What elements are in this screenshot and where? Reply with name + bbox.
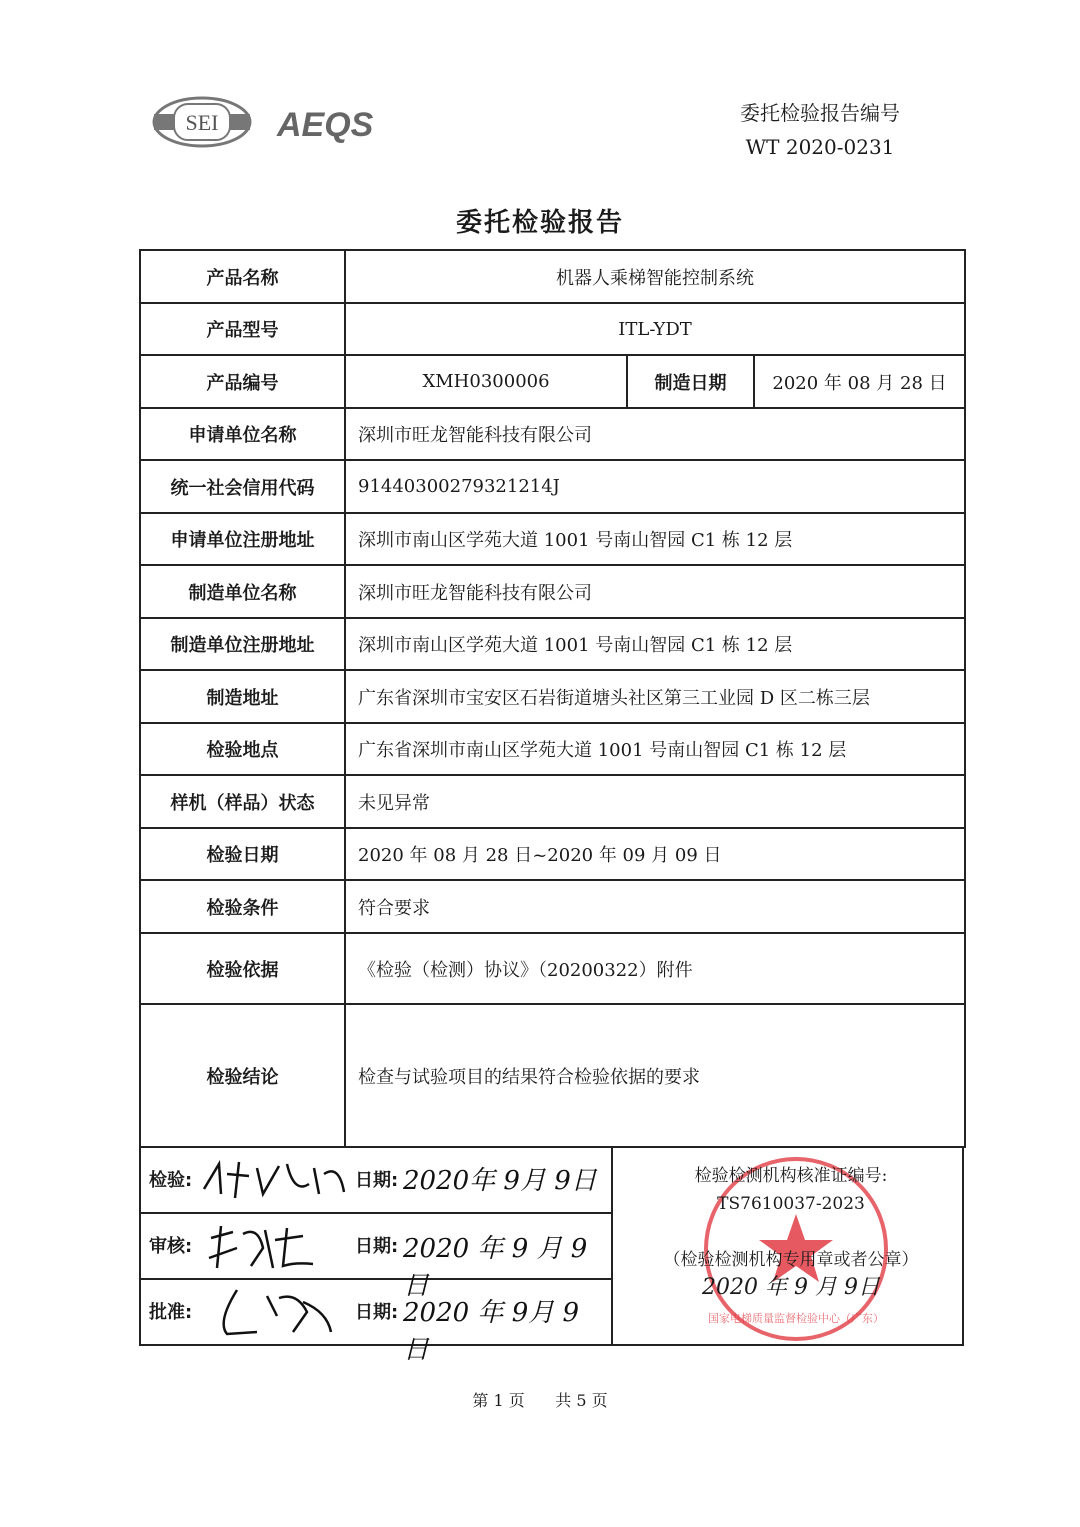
row-label: 制造单位名称 [140,565,345,618]
row-label: 检验日期 [140,828,345,880]
stamp-text: 国家电梯质量监督检验中心（广东） [708,1312,884,1325]
approval-line1: 检验检测机构核准证编号: [694,1166,888,1186]
row-label: 产品型号 [140,303,345,355]
aeqs-logo [276,106,374,144]
table-row [140,723,965,775]
table-row [140,775,965,828]
row-value: 符合要求 [345,880,965,933]
row-label: 检验结论 [140,1004,345,1147]
table-row [140,355,965,408]
row-value: 机器人乘梯智能控制系统 [345,250,965,303]
review-label: 审核: [149,1236,193,1257]
table-row [140,460,965,513]
row-label: 检验依据 [140,933,345,1004]
table-row [140,933,965,1004]
row-value: 深圳市南山区学苑大道 1001 号南山智园 C1 栋 12 层 [345,513,965,565]
row-label: 检验地点 [140,723,345,775]
review-date-label: 日期: [355,1236,399,1257]
row-value: 深圳市旺龙智能科技有限公司 [345,565,965,618]
table-row [140,565,965,618]
report-number-block [700,96,940,164]
inspect-label: 检验: [149,1170,193,1191]
inspect-date-label: 日期: [355,1170,399,1191]
approval-line3: （检验检测机构专用章或者公章） [663,1250,919,1270]
row-label: 检验条件 [140,880,345,933]
approver-signature [207,1282,337,1342]
approve-date-label: 日期: [355,1302,399,1323]
row-sub-value: 2020 年 08 月 28 日 [754,355,965,408]
table-row [140,408,965,460]
table-row [140,1004,965,1147]
signature-block [139,1146,964,1365]
row-sub-label: 制造日期 [627,355,754,408]
table-row [140,880,965,933]
report-number-value: WT 2020-0231 [745,135,895,159]
table-row [140,250,965,303]
row-value: 广东省深圳市南山区学苑大道 1001 号南山智园 C1 栋 12 层 [345,723,965,775]
row-value: 检查与试验项目的结果符合检验依据的要求 [345,1004,965,1147]
inspect-date: 2020年 9月 9日 [403,1166,597,1196]
inspector-signature [199,1154,349,1204]
header-logos [152,92,412,152]
row-label: 制造单位注册地址 [140,618,345,670]
approve-date: 2020 年 9月 9 日 [403,1298,580,1365]
report-table [139,249,966,1148]
inspect-row [141,1146,611,1214]
row-label: 申请单位名称 [140,408,345,460]
row-value: 深圳市南山区学苑大道 1001 号南山智园 C1 栋 12 层 [345,618,965,670]
approval-block [621,1162,961,1302]
approve-label: 批准: [149,1302,193,1323]
report-number-label: 委托检验报告编号 [740,101,900,125]
row-label: 制造地址 [140,670,345,723]
page-footer [0,1388,1080,1411]
row-value: ITL-YDT [345,303,965,355]
row-value: XMH0300006 [345,355,627,408]
review-row [141,1212,611,1301]
page-number: 第 1 页 [472,1391,525,1410]
sei-logo-text: SEI [185,110,219,135]
row-label: 产品名称 [140,250,345,303]
row-value: 深圳市旺龙智能科技有限公司 [345,408,965,460]
approve-row [141,1278,611,1365]
row-label: 申请单位注册地址 [140,513,345,565]
signature-left [141,1146,613,1365]
sei-logo [154,98,250,146]
page-title: 委托检验报告 [455,208,624,238]
row-value: 91440300279321214J [345,460,965,513]
table-row [140,828,965,880]
aeqs-logo-text: AEQS [277,106,374,144]
table-row [140,670,965,723]
row-label: 统一社会信用代码 [140,460,345,513]
approval-date: 2020 年 9 月 9日 [702,1275,880,1300]
page-total: 共 5 页 [555,1391,608,1410]
review-date: 2020 年 9 月 9日 [403,1234,588,1301]
table-row [140,303,965,355]
reviewer-signature [203,1218,323,1274]
row-value: 广东省深圳市宝安区石岩街道塘头社区第三工业园 D 区二栋三层 [345,670,965,723]
row-value: 《检验（检测）协议》（20200322）附件 [345,933,965,1004]
row-label: 产品编号 [140,355,345,408]
row-label: 样机（样品）状态 [140,775,345,828]
row-value: 未见异常 [345,775,965,828]
table-row [140,513,965,565]
approval-line2: TS7610037-2023 [717,1194,865,1214]
row-value: 2020 年 08 月 28 日~2020 年 09 月 09 日 [345,828,965,880]
table-row [140,618,965,670]
